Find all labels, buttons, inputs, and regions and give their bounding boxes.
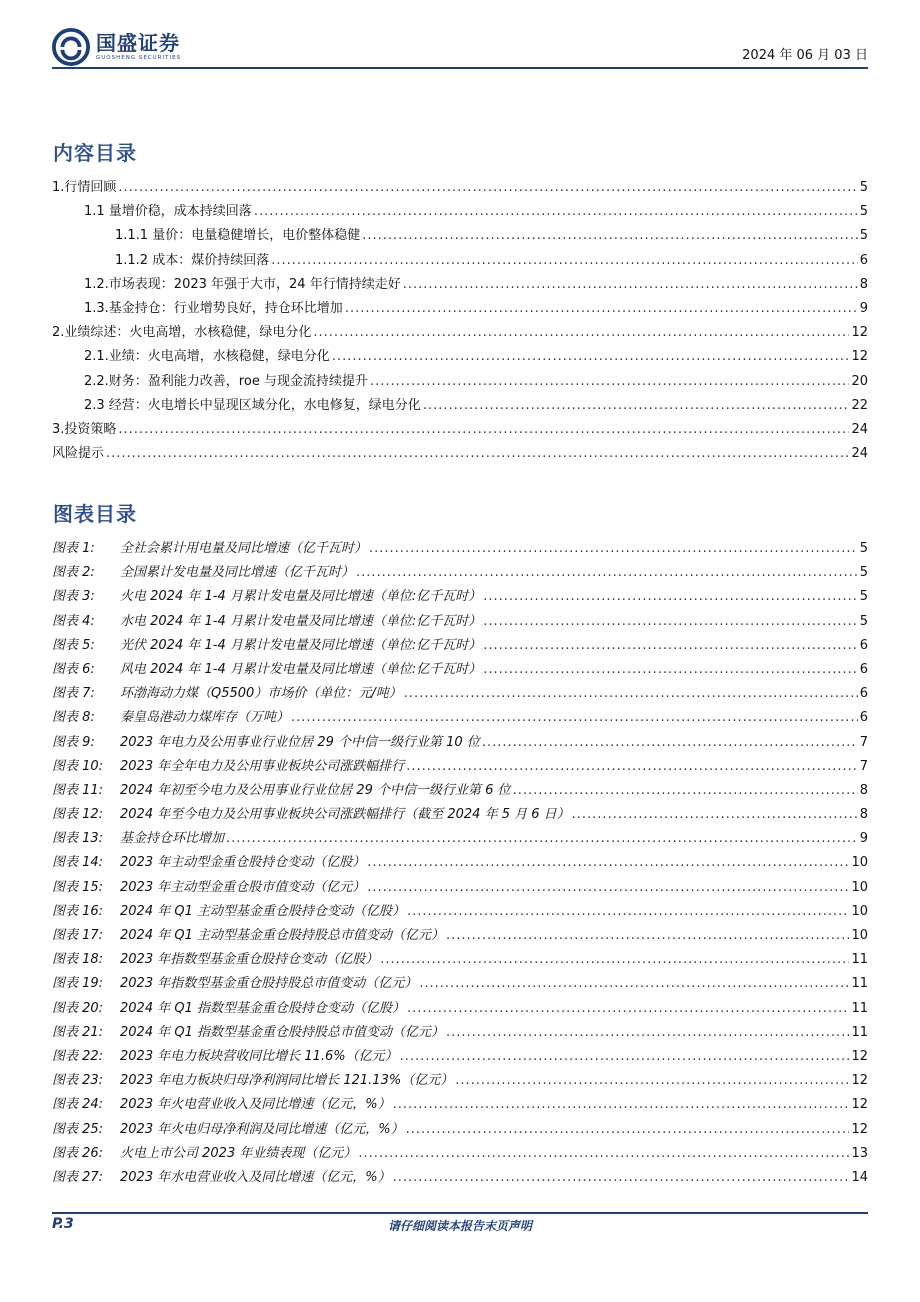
dot-leader: [483, 658, 857, 682]
figure-entry-text: 2024 年初至今电力及公用事业行业位居 29 个中信一级行业第 6 位: [120, 782, 511, 798]
dot-leader: [483, 610, 857, 634]
figure-entry-page: 12: [851, 1121, 868, 1137]
figure-entry-text: 2023 年指数型基金重仓股持股总市值变动（亿元）: [120, 976, 418, 992]
figure-entry-label: [52, 803, 570, 827]
dot-leader: [345, 297, 858, 321]
toc-entry-page: 6: [859, 252, 868, 268]
dot-leader: [362, 224, 858, 248]
dot-leader: [332, 345, 850, 369]
dot-leader: [513, 779, 858, 803]
figure-entry-number: 图表 22:: [52, 1048, 104, 1064]
figure-entry-label: [52, 1118, 404, 1142]
figure-entry-number: 图表 4:: [52, 613, 95, 629]
figure-entry-label: [52, 1142, 356, 1166]
figure-entry-page: 6: [859, 661, 868, 677]
figure-entry-label: [52, 948, 378, 972]
toc-entry[interactable]: [52, 418, 868, 442]
figure-entry-text: 全国累计发电量及同比增速（亿千瓦时）: [120, 565, 355, 581]
figure-entry-label: [52, 561, 354, 585]
figure-entry-number: 图表 1:: [52, 541, 95, 556]
company-logo: [52, 28, 181, 66]
toc-entry-label: 2.1.业绩：火电高增，水核稳健，绿电分化: [84, 349, 330, 365]
figure-entry-label: [52, 658, 481, 682]
figure-entry-number: 图表 11:: [52, 782, 104, 798]
figure-entry-number: 图表 7:: [52, 686, 95, 702]
dot-leader: [380, 948, 849, 972]
figure-entry-page: 5: [859, 565, 868, 581]
figure-entry-number: 图表 17:: [52, 928, 104, 943]
figure-entry-label: [52, 610, 481, 634]
footer-disclaimer-note: 请仔细阅读本报告末页声明: [387, 1219, 532, 1233]
dot-leader: [393, 1166, 850, 1190]
figure-entry-number: 图表 16:: [52, 903, 104, 919]
toc-entry[interactable]: [52, 370, 868, 394]
dot-leader: [313, 321, 849, 345]
toc-entry-page: 20: [851, 373, 868, 389]
figure-entry-page: 7: [859, 734, 868, 750]
figure-entry-text: 2023 年全年电力及公用事业板块公司涨跌幅排行: [120, 758, 405, 774]
figure-entry-page: 12: [851, 1073, 868, 1089]
figure-entry-page: 8: [859, 782, 868, 798]
figure-entry[interactable]: [52, 876, 868, 900]
figure-entry-text: 光伏 2024 年 1-4 月累计发电量及同比增速（单位:亿千瓦时）: [120, 637, 482, 653]
dot-leader: [370, 370, 850, 394]
toc-entry[interactable]: [52, 176, 868, 200]
figure-entry[interactable]: [52, 1045, 868, 1069]
figure-entry-page: 6: [859, 686, 868, 702]
toc-entry-page: 5: [859, 204, 868, 220]
toc-entry[interactable]: [52, 297, 868, 321]
figure-entry-number: 图表 21:: [52, 1024, 104, 1040]
company-name-en: GUOSHENG SECURITIES: [96, 55, 182, 61]
dot-leader: [423, 394, 850, 418]
toc-entry-label: 1.2.市场表现：2023 年强于大市，24 年行情持续走好: [84, 276, 401, 292]
figure-entry[interactable]: [52, 1142, 868, 1166]
figure-entry-page: 9: [859, 831, 868, 847]
figure-entry-label: [52, 876, 365, 900]
figure-entry-text: 2024 年 Q1 指数型基金重仓股持股总市值变动（亿元）: [120, 1024, 444, 1040]
dot-leader: [419, 972, 849, 996]
toc-entry-page: 8: [859, 276, 868, 292]
dot-leader: [106, 442, 849, 466]
figure-entry-label: [52, 1045, 398, 1069]
page-number: P.3: [52, 1216, 74, 1232]
figure-entry[interactable]: [52, 561, 868, 585]
figure-entry-page: 11: [851, 1024, 868, 1040]
figure-entry-text: 2024 年至今电力及公用事业板块公司涨跌幅排行（截至 2024 年 5 月 6 日）: [120, 807, 570, 823]
dot-leader: [407, 997, 849, 1021]
figure-entry-label: [52, 634, 481, 658]
figure-entry-page: 5: [859, 613, 868, 629]
header-divider: [52, 67, 868, 69]
toc-entry-page: 22: [851, 397, 868, 413]
dot-leader: [369, 537, 858, 561]
figure-entry-page: 10: [851, 855, 868, 871]
figure-entry[interactable]: [52, 924, 868, 948]
figure-entry-number: 图表 2:: [52, 565, 95, 581]
figure-entry-page: 5: [859, 589, 868, 605]
figure-entry-page: 14: [851, 1169, 868, 1185]
toc-entry-label: 3.投资策略: [52, 421, 117, 437]
figure-entry-number: 图表 6:: [52, 661, 95, 677]
figure-entry-text: 2023 年主动型金重仓股市值变动（亿元）: [120, 879, 366, 895]
toc-entry[interactable]: [52, 249, 868, 273]
toc-entry-label: 1.1.1 量价：电量稳健增长，电价整体稳健: [115, 228, 361, 244]
figure-entry-label: [52, 997, 405, 1021]
figure-entry-number: 图表 12:: [52, 807, 104, 823]
figure-entry-text: 2023 年主动型金重仓股持仓变动（亿股）: [120, 855, 366, 871]
dot-leader: [406, 755, 858, 779]
figure-entry-label: [52, 682, 402, 706]
figure-entry[interactable]: [52, 1093, 868, 1117]
figure-entry-page: 12: [851, 1097, 868, 1113]
figure-entry[interactable]: [52, 585, 868, 609]
figure-entry-text: 2024 年 Q1 主动型基金重仓股持股总市值变动（亿元）: [120, 928, 444, 943]
toc-entry[interactable]: [52, 224, 868, 248]
toc-entry-label: 2.业绩综述：火电高增，水核稳健，绿电分化: [52, 325, 312, 341]
toc-entry-label: 1.3.基金持仓：行业增势良好，持仓环比增加: [84, 300, 343, 316]
dot-leader: [291, 706, 858, 730]
figure-entry[interactable]: [52, 658, 868, 682]
figure-entry-number: 图表 25:: [52, 1121, 104, 1137]
figure-entry-page: 10: [851, 903, 868, 919]
figure-entry-text: 2024 年 Q1 主动型基金重仓股持仓变动（亿股）: [120, 903, 405, 919]
figure-entry[interactable]: [52, 634, 868, 658]
figure-entry[interactable]: [52, 900, 868, 924]
figure-entry-text: 2023 年电力板块归母净利润同比增长 121.13%（亿元）: [120, 1073, 454, 1089]
figure-entry-number: 图表 9:: [52, 734, 95, 750]
figure-entry-label: [52, 851, 365, 875]
dot-leader: [226, 827, 858, 851]
figure-entry-number: 图表 26:: [52, 1145, 104, 1161]
figure-entry-label: [52, 755, 404, 779]
toc-entry-page: 24: [851, 421, 868, 437]
dot-leader: [403, 273, 858, 297]
figure-entry[interactable]: [52, 731, 868, 755]
figure-entry-text: 火电上市公司 2023 年业绩表现（亿元）: [120, 1145, 357, 1161]
figure-entry-page: 5: [859, 541, 868, 556]
figure-entry[interactable]: [52, 972, 868, 996]
figure-entry-page: 11: [851, 952, 868, 968]
toc-entry[interactable]: [52, 200, 868, 224]
figure-entry-label: [52, 972, 417, 996]
toc-entry-page: 5: [859, 180, 868, 195]
toc-entry[interactable]: [52, 273, 868, 297]
toc-entry[interactable]: [52, 345, 868, 369]
figure-entry[interactable]: [52, 755, 868, 779]
figure-entry-number: 图表 15:: [52, 879, 104, 895]
figure-entry[interactable]: [52, 1118, 868, 1142]
toc-entry-label: 风险提示: [52, 446, 105, 462]
dot-leader: [455, 1069, 849, 1093]
figure-entry-page: 8: [859, 807, 868, 823]
dot-leader: [118, 418, 849, 442]
figure-entry-text: 2024 年 Q1 指数型基金重仓股持仓变动（亿股）: [120, 1000, 405, 1016]
page-header: [52, 28, 868, 68]
figure-entry-text: 2023 年指数型基金重仓股持仓变动（亿股）: [120, 952, 379, 968]
dot-leader: [356, 561, 858, 585]
figure-entry-number: 图表 24:: [52, 1097, 104, 1113]
dot-leader: [118, 176, 857, 200]
figure-entry-page: 10: [851, 879, 868, 895]
toc-entry[interactable]: [52, 442, 868, 466]
dot-leader: [367, 851, 849, 875]
figure-entry-label: [52, 924, 444, 948]
toc-entry-page: 12: [851, 325, 868, 341]
figure-entry-number: 图表 27:: [52, 1169, 104, 1185]
figure-entry-text: 风电 2024 年 1-4 月累计发电量及同比增速（单位:亿千瓦时）: [120, 661, 482, 677]
figure-entry-label: [52, 585, 481, 609]
guosheng-logo-icon: [52, 28, 90, 66]
dot-leader: [254, 200, 858, 224]
figure-entry[interactable]: [52, 851, 868, 875]
dot-leader: [407, 900, 849, 924]
figure-entry-text: 2023 年水电营业收入及同比增速（亿元，%）: [120, 1169, 391, 1185]
figure-entry-page: 12: [851, 1048, 868, 1064]
dot-leader: [446, 1021, 849, 1045]
company-name-cn: 国盛证券: [96, 31, 180, 55]
figure-entry-number: 图表 18:: [52, 952, 104, 968]
dot-leader: [367, 876, 849, 900]
figure-entry-number: 图表 3:: [52, 589, 95, 605]
toc-entry-page: 9: [859, 300, 868, 316]
figure-entry-number: 图表 8:: [52, 710, 95, 726]
figure-entry-number: 图表 14:: [52, 855, 104, 871]
toc-entry[interactable]: [52, 321, 868, 345]
contents-title: 内容目录: [53, 141, 137, 165]
dot-leader: [483, 585, 857, 609]
figure-entry-page: 13: [851, 1145, 868, 1161]
figure-entry[interactable]: [52, 682, 868, 706]
toc-entry-label: 2.3 经营：火电增长中显现区域分化，水电修复，绿电分化: [84, 397, 421, 413]
figures-title: 图表目录: [53, 502, 137, 526]
logo-text: [96, 32, 181, 62]
dot-leader: [446, 924, 849, 948]
figure-entry-label: [52, 706, 289, 730]
figure-entry-page: 7: [859, 758, 868, 774]
figure-entry-page: 11: [851, 1000, 868, 1016]
figure-entry-number: 图表 20:: [52, 1000, 104, 1016]
figure-entry-label: [52, 779, 511, 803]
figure-entry-text: 2023 年火电营业收入及同比增速（亿元，%）: [120, 1097, 391, 1113]
toc-entry-page: 12: [851, 349, 868, 365]
dot-leader: [358, 1142, 849, 1166]
figure-entry-text: 2023 年电力板块营收同比增长 11.6%（亿元）: [120, 1048, 398, 1064]
figure-entry-number: 图表 13:: [52, 831, 104, 847]
figure-entry-number: 图表 19:: [52, 976, 104, 992]
figure-entry-label: [52, 731, 480, 755]
toc-entry-label: 2.2.财务：盈利能力改善，roe 与现金流持续提升: [84, 373, 368, 389]
dot-leader: [400, 1045, 850, 1069]
figure-entry[interactable]: [52, 706, 868, 730]
figure-entry-text: 环渤海动力煤（Q5500）市场价（单位：元/吨）: [120, 686, 402, 702]
figure-entry-label: [52, 900, 405, 924]
figure-entry-label: [52, 1021, 444, 1045]
figure-entry-number: 图表 5:: [52, 637, 95, 653]
footer-divider: [52, 1212, 868, 1214]
figure-entry-label: [52, 1166, 391, 1190]
toc-entry-page: 5: [859, 228, 868, 244]
dot-leader: [404, 682, 858, 706]
dot-leader: [271, 249, 858, 273]
figure-entry-label: [52, 537, 367, 561]
figure-entry-text: 基金持仓环比增加: [120, 831, 225, 847]
figure-entry[interactable]: [52, 827, 868, 851]
figure-entry-page: 10: [851, 928, 868, 943]
figure-entry-number: 图表 10:: [52, 758, 104, 774]
report-date: 2024 年 06 月 03 日: [742, 48, 868, 63]
figure-entry-label: [52, 1093, 391, 1117]
figure-entry-text: 水电 2024 年 1-4 月累计发电量及同比增速（单位:亿千瓦时）: [120, 613, 482, 629]
dot-leader: [393, 1093, 850, 1117]
figure-entry[interactable]: [52, 1021, 868, 1045]
toc-entry[interactable]: [52, 394, 868, 418]
toc-entry-page: 24: [851, 446, 868, 462]
dot-leader: [572, 803, 858, 827]
figure-entry[interactable]: [52, 610, 868, 634]
contents-list: [52, 176, 868, 466]
figure-entry-text: 全社会累计用电量及同比增速（亿千瓦时）: [120, 541, 368, 556]
dot-leader: [483, 634, 857, 658]
toc-entry-label: 1.1 量增价稳，成本持续回落: [84, 204, 252, 220]
figure-entry-page: 6: [859, 710, 868, 726]
toc-entry-label: 1.行情回顾: [52, 180, 117, 195]
dot-leader: [406, 1118, 850, 1142]
figure-entry-page: 11: [851, 976, 868, 992]
figure-entry[interactable]: [52, 537, 868, 561]
figure-entry-text: 2023 年电力及公用事业行业位居 29 个中信一级行业第 10 位: [120, 734, 480, 750]
figure-entry-text: 火电 2024 年 1-4 月累计发电量及同比增速（单位:亿千瓦时）: [120, 589, 482, 605]
toc-entry-label: 1.1.2 成本：煤价持续回落: [115, 252, 270, 268]
figure-entry[interactable]: [52, 1166, 868, 1190]
figure-entry-label: [52, 1069, 453, 1093]
figure-entry-text: 秦皇岛港动力煤库存（万吨）: [120, 710, 290, 726]
figure-entry[interactable]: [52, 948, 868, 972]
figure-entry[interactable]: [52, 997, 868, 1021]
figure-entry-number: 图表 23:: [52, 1073, 104, 1089]
figure-entry[interactable]: [52, 779, 868, 803]
figure-entry-label: [52, 827, 224, 851]
figure-entry-text: 2023 年火电归母净利润及同比增速（亿元，%）: [120, 1121, 404, 1137]
dot-leader: [482, 731, 858, 755]
figures-list: [52, 537, 868, 1190]
figure-entry[interactable]: [52, 1069, 868, 1093]
figure-entry[interactable]: [52, 803, 868, 827]
figure-entry-page: 6: [859, 637, 868, 653]
